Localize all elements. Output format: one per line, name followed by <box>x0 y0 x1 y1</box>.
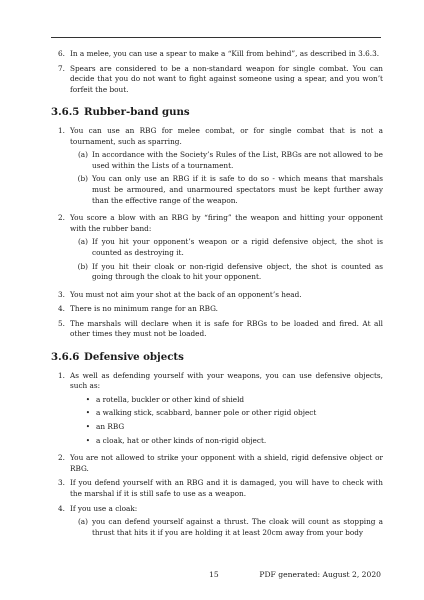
list-item <box>51 290 383 301</box>
item-number: 7. <box>58 63 65 73</box>
sub-item-text: If you hit their cloak or non-rigid defensive object, the shot is counted as going through the cloak to hit your opponent. <box>92 261 383 282</box>
section-heading-rubber-band-guns <box>51 107 383 118</box>
item-number: 5. <box>58 318 65 328</box>
sub-item-label: (a) <box>77 517 88 527</box>
bullet-text: a rotella, buckler or other kind of shield <box>96 394 245 404</box>
section-title: Rubber-band guns <box>84 106 190 119</box>
sub-item-text: If you hit your opponent’s weapon or a rigid defensive object, the shot is counted as destroying it. <box>92 237 383 257</box>
item-text: There is no minimum range for an RBG. <box>70 304 218 314</box>
list-item <box>51 453 383 474</box>
item-text: You must not aim your shot at the back of an opponent’s head. <box>70 289 302 299</box>
list-item <box>51 213 383 286</box>
list-item <box>51 371 383 450</box>
sub-item-text: You can only use an RBG if it is safe to do so - which means that marshals must be armoured, and unarmoured spectators must be kept further away than the effective range of the weapon. <box>92 174 383 205</box>
bullet-item <box>70 422 383 433</box>
item-text: Spears are considered to be a non-standard weapon for single combat. You can decide that you do not want to fight against someone using a spear, and you won’t forfeit the bout. <box>70 63 383 94</box>
item-text: If you defend yourself with an RBG and it is damaged, you will have to check with the marshal if it is still safe to use as a weapon. <box>70 478 383 498</box>
item-text: You can use an RBG for melee combat, or for single combat that is not a tournament, such as sparring. <box>70 125 383 146</box>
sub-item <box>70 237 383 258</box>
sub-item <box>70 174 383 206</box>
list-item <box>51 504 383 542</box>
item-number: 3. <box>58 289 65 299</box>
list-item <box>51 478 383 499</box>
item-text: You are not allowed to strike your opponent with a shield, rigid defensive object or RBG. <box>70 453 383 473</box>
section-heading-defensive-objects <box>51 352 383 363</box>
list-item <box>51 319 383 340</box>
bullet-icon: • <box>85 435 90 445</box>
item-text: You score a blow with an RBG by “firing” the weapon and hitting your opponent with the rubber band: <box>70 213 383 233</box>
section-number: 3.6.6 <box>51 351 80 364</box>
section-number: 3.6.5 <box>51 106 80 119</box>
bullet-icon: • <box>85 394 90 404</box>
sub-item-label: (a) <box>77 150 88 160</box>
list-item <box>51 49 383 60</box>
header-rule <box>51 37 381 38</box>
generated-date: PDF generated: August 2, 2020 <box>259 570 381 579</box>
bullet-icon: • <box>85 408 90 418</box>
bullet-item <box>70 395 383 406</box>
item-text: As well as defending yourself with your weapons, you can use defensive objects, such as: <box>70 370 383 391</box>
item-number: 4. <box>58 503 65 513</box>
page-footer <box>51 570 383 582</box>
item-number: 1. <box>58 370 65 380</box>
list-item <box>51 304 383 315</box>
page-content <box>51 49 383 545</box>
page-number: 15 <box>209 570 219 579</box>
item-text: If you use a cloak: <box>70 503 138 513</box>
item-number: 3. <box>58 478 65 488</box>
sub-item-label: (a) <box>77 237 88 247</box>
sub-item <box>70 517 383 538</box>
sub-item-text: you can defend yourself against a thrust. The cloak will count as stopping a thrust that hits it if you are holding it at least 20cm away from your body <box>92 517 383 537</box>
sub-item-text: In accordance with the Society’s Rules of the List, RBGs are not allowed to be used within the Lists of a tournament. <box>92 150 383 170</box>
item-number: 6. <box>58 49 65 58</box>
item-number: 2. <box>58 453 65 463</box>
item-text: The marshals will declare when it is safe for RBGs to be loaded and fired. At all other times they must not be loaded. <box>70 318 383 339</box>
bullet-text: a walking stick, scabbard, banner pole or other rigid object <box>96 408 317 418</box>
bullet-icon: • <box>85 422 90 432</box>
item-number: 1. <box>58 125 65 135</box>
sub-item-label: (b) <box>77 261 88 271</box>
section-title: Defensive objects <box>84 351 184 364</box>
bullet-text: a cloak, hat or other kinds of non-rigid object. <box>96 435 267 445</box>
item-number: 4. <box>58 304 65 314</box>
bullet-item <box>70 436 383 447</box>
bullet-item <box>70 408 383 419</box>
bullet-text: an RBG <box>96 422 125 432</box>
sub-item <box>70 262 383 283</box>
sub-item <box>70 150 383 171</box>
sub-item-label: (b) <box>77 174 88 184</box>
item-number: 2. <box>58 213 65 223</box>
item-text: In a melee, you can use a spear to make a “Kill from behind”, as described in 3.6.3. <box>70 49 380 58</box>
list-item <box>51 64 383 96</box>
list-item <box>51 126 383 209</box>
